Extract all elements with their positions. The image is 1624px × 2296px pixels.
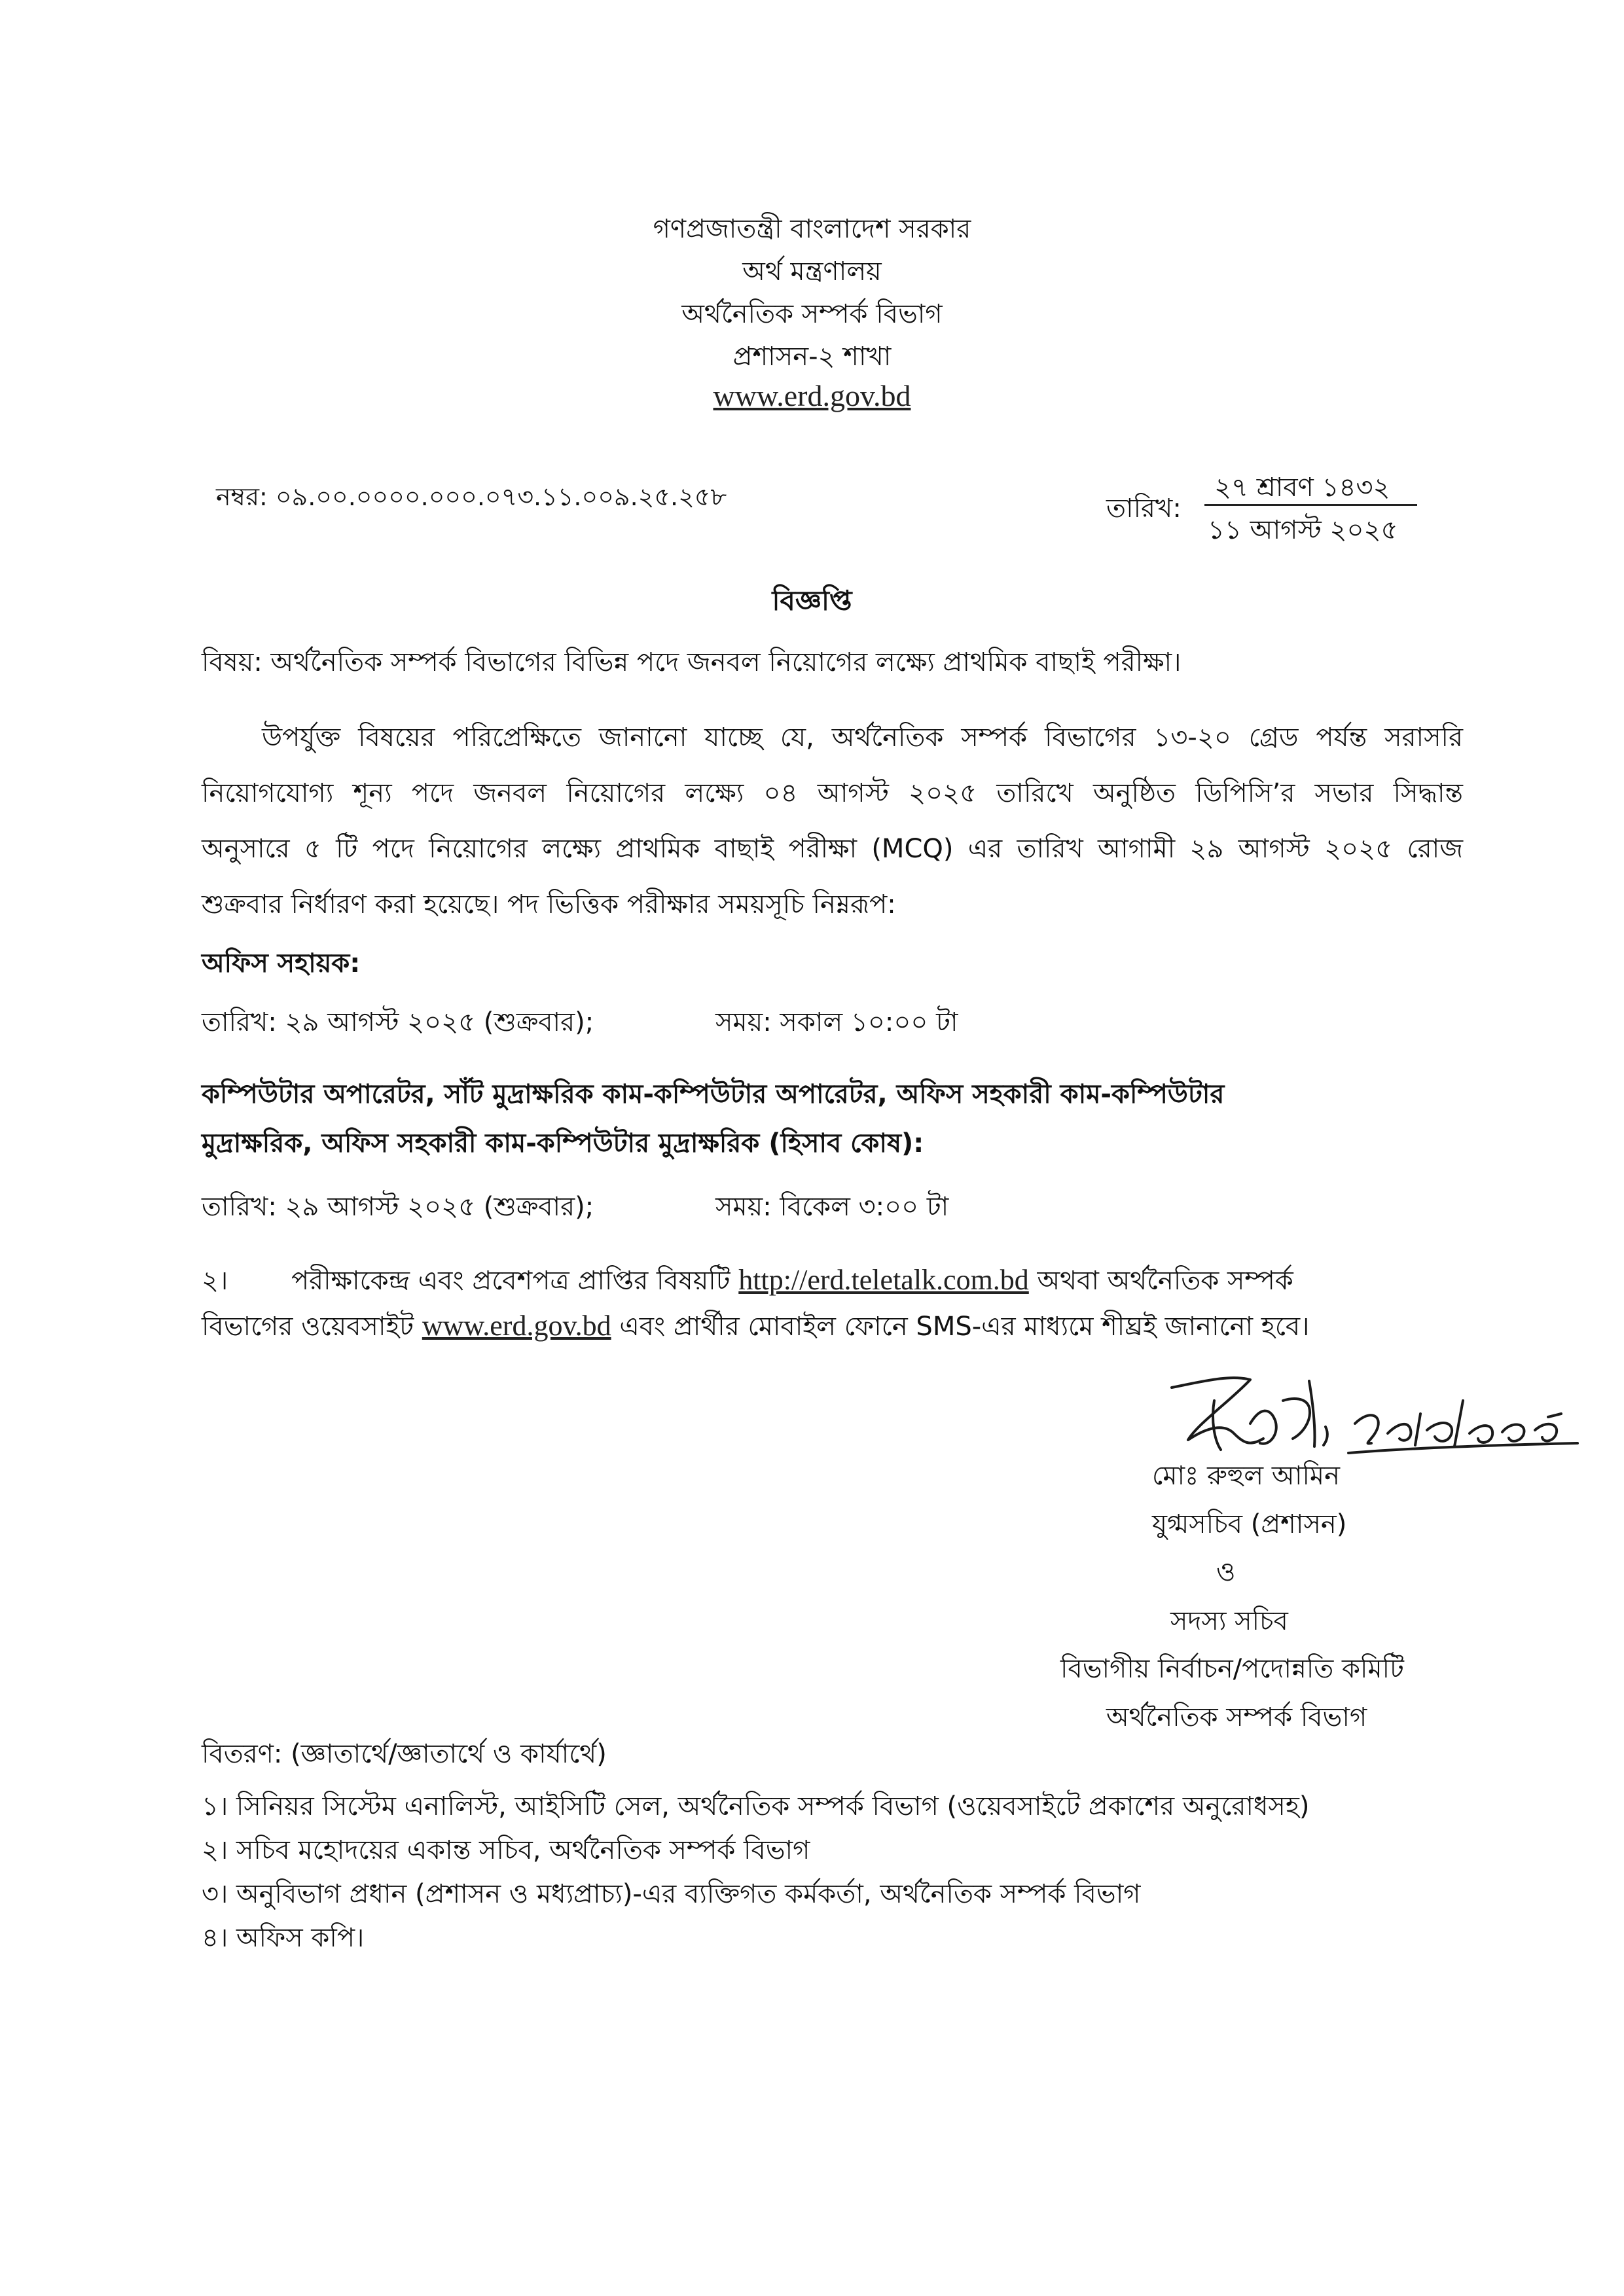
distribution-item: ৪। অফিস কপি। <box>202 1923 365 1953</box>
notice-subject: বিষয়: অর্থনৈতিক সম্পর্ক বিভাগের বিভিন্ন পদে জনবল নিয়োগের লক্ষ্যে প্রাথমিক বাছাই পরীক্ষা। <box>202 647 1182 677</box>
schedule-post-computer-operator: কম্পিউটার অপারেটর, সাঁট মুদ্রাক্ষরিক কাম-কম্পিউটার অপারেটর, অফিস সহকারী কাম-কম্পিউটার <box>202 1079 1225 1109</box>
signatory-department: অর্থনৈতিক সম্পর্ক বিভাগ <box>1106 1702 1367 1732</box>
schedule-post-computer-operator-line2: মুদ্রাক্ষরিক, অফিস সহকারী কাম-কম্পিউটার মুদ্রাক্ষরিক (হিসাব কোষ): <box>202 1128 924 1158</box>
signatory-designation: যুগ্মসচিব (প্রশাসন) <box>1152 1509 1347 1539</box>
memo-date-english: ১১ আগস্ট ২০২৫ <box>1208 515 1398 545</box>
body-line-4: শুক্রবার নির্ধারণ করা হয়েছে। পদ ভিত্তিক পরীক্ষার সময়সূচি নিম্নরূপ: <box>202 889 896 920</box>
date-divider <box>1204 504 1417 506</box>
body-line-2: নিয়োগযোগ্য শূন্য পদে জনবল নিয়োগের লক্ষ্যে ০৪ আগস্ট ২০২৫ তারিখে অনুষ্ঠিত ডিপিসি’র সভার সিদ্ধান্ত <box>202 778 1463 808</box>
para2-text-c: বিভাগের ওয়েবসাইট <box>202 1312 414 1342</box>
header-government: গণপ্রজাতন্ত্রী বাংলাদেশ সরকার <box>653 214 971 244</box>
body-line-1: উপর্যুক্ত বিষয়ের পরিপ্রেক্ষিতে জানানো যাচ্ছে যে, অর্থনৈতিক সম্পর্ক বিভাগের ১৩-২০ গ্রেড পর্যন্ত সরাসরি <box>262 723 1463 753</box>
signatory-and: ও <box>1216 1557 1236 1587</box>
schedule-2-date: তারিখ: ২৯ আগস্ট ২০২৫ (শুক্রবার); <box>202 1192 594 1222</box>
erd-website-link[interactable]: www.erd.gov.bd <box>422 1310 611 1342</box>
schedule-post-office-assistant: অফিস সহায়ক: <box>202 948 361 978</box>
memo-number: নম্বর: ০৯.০০.০০০০.০০০.০৭৩.১১.০০৯.২৫.২৫৮ <box>216 482 727 511</box>
distribution-label: বিতরণ: (জ্ঞাতার্থে/জ্ঞাতার্থে ও কার্যার্থে) <box>202 1739 607 1769</box>
memo-date-label: তারিখ: <box>1106 493 1182 524</box>
header-website-link[interactable]: www.erd.gov.bd <box>713 379 911 412</box>
schedule-1-time: সময়: সকাল ১০:০০ টা <box>715 1007 958 1037</box>
para2-text-a: পরীক্ষাকেন্দ্র এবং প্রবেশপত্র প্রাপ্তির বিষয়টি <box>291 1266 731 1296</box>
schedule-2-time: সময়: বিকেল ৩:০০ টা <box>715 1192 949 1222</box>
signatory-name: মোঃ রুহুল আমিন <box>1152 1461 1341 1491</box>
distribution-item: ২। সচিব মহোদয়ের একান্ত সচিব, অর্থনৈতিক সম্পর্ক বিভাগ <box>202 1835 810 1865</box>
header-division: অর্থনৈতিক সম্পর্ক বিভাগ <box>681 299 943 329</box>
distribution-item: ৩। অনুবিভাগ প্রধান (প্রশাসন ও মধ্যপ্রাচ্য)-এর ব্যক্তিগত কর্মকর্তা, অর্থনৈতিক সম্পর্ক বিভাগ <box>202 1879 1141 1909</box>
teletalk-link[interactable]: http://erd.teletalk.com.bd <box>738 1264 1029 1296</box>
body-line-3: অনুসারে ৫ টি পদে নিয়োগের লক্ষ্যে প্রাথমিক বাছাই পরীক্ষা (MCQ) এর তারিখ আগামী ২৯ আগস্ট ২০২৫ রোজ <box>202 834 1463 864</box>
signatory-role-member-secretary: সদস্য সচিব <box>1170 1606 1288 1636</box>
memo-date-bangla: ২৭ শ্রাবণ ১৪৩২ <box>1214 473 1390 503</box>
schedule-1-date: তারিখ: ২৯ আগস্ট ২০২৫ (শুক্রবার); <box>202 1007 594 1037</box>
distribution-item: ১। সিনিয়র সিস্টেম এনালিস্ট, আইসিটি সেল, অর্থনৈতিক সম্পর্ক বিভাগ (ওয়েবসাইটে প্রকাশের অনুরোধসহ) <box>202 1791 1310 1821</box>
signatory-role-committee: বিভাগীয় নির্বাচন/পদোন্নতি কমিটি <box>1060 1654 1404 1684</box>
notice-title: বিজ্ঞপ্তি <box>772 584 852 617</box>
para2-text-d: এবং প্রার্থীর মোবাইল ফোনে SMS-এর মাধ্যমে শীঘ্রই জানানো হবে। <box>619 1312 1310 1342</box>
header-branch: প্রশাসন-২ শাখা <box>732 342 892 372</box>
para2-number: ২। <box>202 1266 228 1296</box>
para2-text-b: অথবা অর্থনৈতিক সম্পর্ক <box>1037 1266 1293 1296</box>
header-ministry: অর্থ মন্ত্রণালয় <box>742 257 882 287</box>
